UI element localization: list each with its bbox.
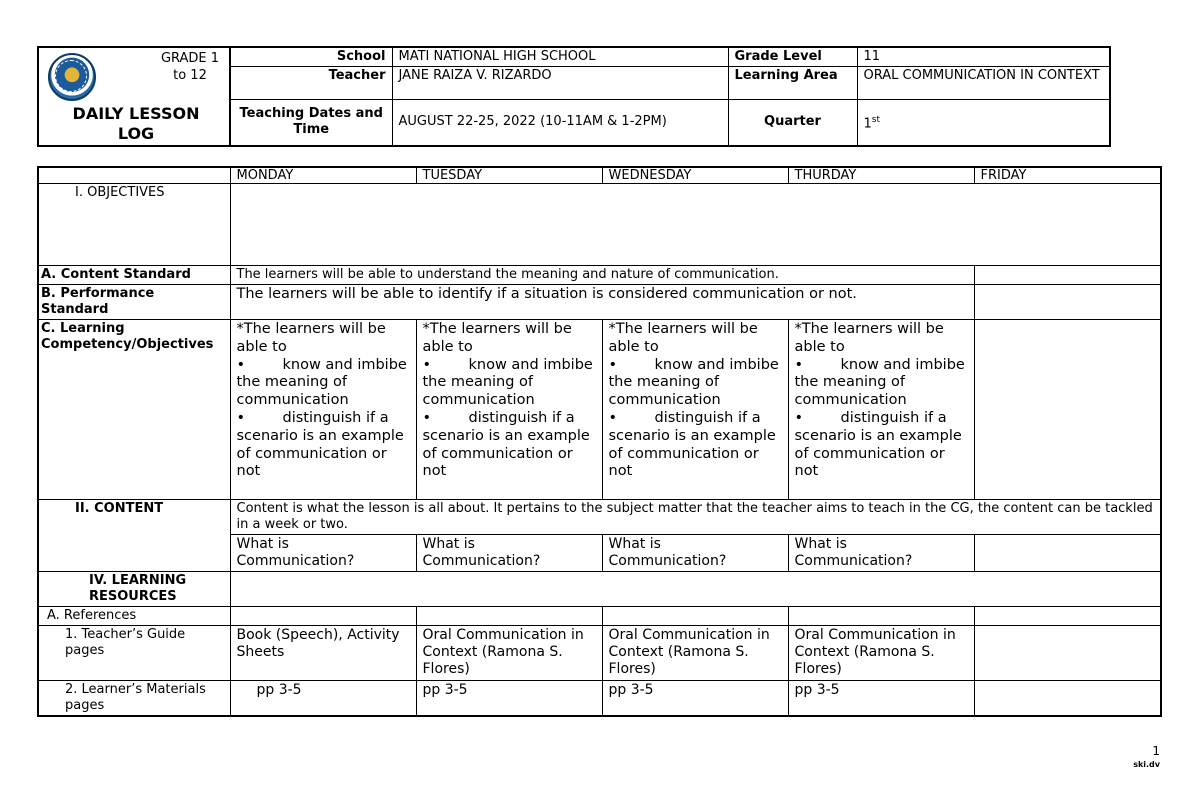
teachers-guide-label: 1. Teacher’s Guide pages (38, 626, 230, 681)
lm-friday (974, 681, 1161, 717)
topic-tuesday: What is Communication? (416, 535, 602, 572)
learners-materials-label: 2. Learner’s Materials pages (38, 681, 230, 717)
day-thursday: THURDAY (788, 167, 974, 184)
references-row (38, 607, 1161, 626)
content-description-row (38, 500, 1161, 535)
teachers-guide-row (38, 626, 1161, 681)
learning-resources-label: IV. LEARNING RESOURCES (38, 572, 230, 607)
header-table (37, 46, 1111, 147)
references-thursday (788, 607, 974, 626)
performance-standard-text: The learners will be able to identify if a situation is considered communication or not. (230, 285, 974, 320)
competency-thursday: *The learners will be able to • know and imbibe the meaning of communication • distinguish if a scenario is an example of communication or not (788, 320, 974, 500)
grade-level-value: 11 (857, 47, 1110, 67)
competency-label: C. Learning Competency/Objectives (38, 320, 230, 500)
tg-tuesday: Oral Communication in Context (Ramona S. Flores) (416, 626, 602, 681)
tg-friday (974, 626, 1161, 681)
learning-resources-row (38, 572, 1161, 607)
content-standard-friday (974, 266, 1161, 285)
lesson-log-table (37, 166, 1162, 717)
lm-monday: pp 3-5 (230, 681, 416, 717)
objectives-cell (230, 184, 1161, 266)
learning-area-value: ORAL COMMUNICATION IN CONTEXT (857, 67, 1110, 100)
topic-monday: What is Communication? (230, 535, 416, 572)
content-label: II. CONTENT (38, 500, 230, 572)
page-number: 1 (1152, 744, 1160, 758)
dates-value: AUGUST 22-25, 2022 (10-11AM & 1-2PM) (392, 100, 728, 146)
school-label: School (230, 47, 392, 67)
lm-tuesday: pp 3-5 (416, 681, 602, 717)
tg-thursday: Oral Communication in Context (Ramona S. Flores) (788, 626, 974, 681)
day-monday: MONDAY (230, 167, 416, 184)
content-standard-row (38, 266, 1161, 285)
performance-standard-row (38, 285, 1161, 320)
lm-wednesday: pp 3-5 (602, 681, 788, 717)
references-tuesday (416, 607, 602, 626)
school-value: MATI NATIONAL HIGH SCHOOL (392, 47, 728, 67)
day-friday: FRIDAY (974, 167, 1161, 184)
objectives-label: I. OBJECTIVES (38, 184, 230, 266)
grade-range: GRADE 1 to 12 (160, 51, 220, 83)
competency-monday: *The learners will be able to • know and imbibe the meaning of communication • distinguish if a scenario is an example of communication or not (230, 320, 416, 500)
quarter-label: Quarter (728, 100, 857, 146)
references-friday (974, 607, 1161, 626)
objectives-row (38, 184, 1161, 266)
content-description: Content is what the lesson is all about. It pertains to the subject matter that the teacher aims to teach in the CG, the content can be tackled in a week or two. (230, 500, 1161, 535)
references-label: A. References (38, 607, 230, 626)
tg-wednesday: Oral Communication in Context (Ramona S. Flores) (602, 626, 788, 681)
dates-label: Teaching Dates and Time (230, 100, 392, 146)
learning-area-label: Learning Area (728, 67, 857, 100)
performance-standard-friday (974, 285, 1161, 320)
competency-wednesday: *The learners will be able to • know and imbibe the meaning of communication • distinguish if a scenario is an example of communication or not (602, 320, 788, 500)
topic-thursday: What is Communication? (788, 535, 974, 572)
tg-monday: Book (Speech), Activity Sheets (230, 626, 416, 681)
topic-wednesday: What is Communication? (602, 535, 788, 572)
page-title: DAILY LESSON LOG (72, 104, 200, 143)
watermark: ski.dv (1133, 760, 1160, 769)
header-brand (38, 47, 230, 146)
learning-resources-cell (230, 572, 1161, 607)
lm-thursday: pp 3-5 (788, 681, 974, 717)
content-standard-text: The learners will be able to understand the meaning and nature of communication. (230, 266, 974, 285)
teacher-value: JANE RAIZA V. RIZARDO (392, 67, 728, 100)
corner-cell (38, 167, 230, 184)
references-monday (230, 607, 416, 626)
competency-friday (974, 320, 1161, 500)
competency-tuesday: *The learners will be able to • know and imbibe the meaning of communication • distinguish if a scenario is an example of communication or not (416, 320, 602, 500)
day-tuesday: TUESDAY (416, 167, 602, 184)
content-standard-label: A. Content Standard (38, 266, 230, 285)
teacher-label: Teacher (230, 67, 392, 100)
topic-friday (974, 535, 1161, 572)
competency-row (38, 320, 1161, 500)
deped-seal-icon (48, 53, 96, 101)
learners-materials-row (38, 681, 1161, 717)
day-wednesday: WEDNESDAY (602, 167, 788, 184)
quarter-value: 1st (857, 100, 1110, 146)
day-header-row (38, 167, 1161, 184)
performance-standard-label: B. Performance Standard (38, 285, 230, 320)
grade-level-label: Grade Level (728, 47, 857, 67)
references-wednesday (602, 607, 788, 626)
